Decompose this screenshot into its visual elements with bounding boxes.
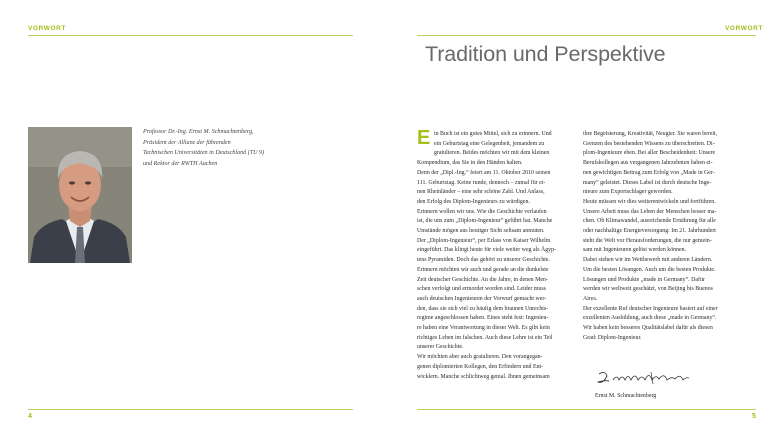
text-line: Wir haben kein besseres Qualitätslabel dafür als diesen [583, 325, 713, 332]
text-line: Erinnern möchten wir auch und gerade an die dunkelste [417, 266, 549, 273]
drop-cap: E [417, 127, 431, 149]
text-line: 111. Geburtstag. Keine runde, dennoch – zumal für ei- [417, 179, 546, 186]
text-line: den Erfolg des Diplom-Ingenieurs zu würdigen. [417, 198, 530, 205]
header-rule [28, 35, 353, 36]
page-number: 5 [752, 413, 756, 420]
text-line: Aires. [583, 295, 598, 302]
text-line: eingeführt. Das klingt heute für viele weiter weg als Ägyp- [417, 247, 557, 254]
text-line: Wir möchten aber auch gratulieren. Den vorangegan- [417, 354, 543, 361]
photo-caption [143, 127, 323, 170]
text-line: nen gewichtigen Beitrag zum Erfolg von „Made in Ger- [583, 169, 715, 176]
page-title: Tradition und Perspektive [425, 42, 666, 66]
text-line: Berufskollegen aus vergangenen Jahrzehnten haben ei- [583, 160, 713, 167]
caption-line: und Rektor der RWTH Aachen [143, 161, 218, 168]
text-line: Lösungen und Produkte „made in Germany“. Dafür [583, 276, 705, 283]
caption-line: Präsident der Allianz der führenden [143, 139, 231, 146]
text-line: Der „Diplom-Ingenieur“, per Erlass von Kaiser Wilhelm [417, 237, 551, 244]
footer-rule [28, 409, 353, 410]
text-line: ist, die uns zum „Diplom-Ingenieur“ geführt hat. Manche [417, 218, 553, 225]
text-line: chen. Ob Klimawandel, ausreichende Ernährung für alle [583, 218, 716, 225]
text-line: Unsere Arbeit muss das Leben der Menschen besser ma- [583, 208, 717, 215]
text-line: Kompendium, das Sie in den Händen halten. [417, 160, 523, 167]
text-line: Um die besten Lösungen. Auch um die besten Produkte. [583, 266, 716, 273]
text-line: nen Rheinländer – eine sehr schöne Zahl. Und Anlass, [417, 189, 545, 196]
text-line: many“ geleistet. Dieses Label ist durch deutsche Inge- [583, 179, 712, 186]
text-line: genen diplomierten Kollegen, den Erfindern und Ent- [417, 363, 544, 370]
text-column-1 [417, 127, 588, 382]
text-line: in Buch ist ein gutes Mittel, sich zu erinnern. Und [434, 131, 552, 137]
page-number: 4 [28, 413, 32, 420]
text-line: Grad: Diplom-Ingenieur. [583, 334, 642, 341]
text-line: regime angeschlossen haben. Eines steht fest: Ingenieu- [417, 315, 549, 322]
text-line: oder nachhaltige Energieversorgung: Im 21. Jahrhundert [583, 228, 716, 235]
text-line: Umstände mögen aus heutiger Sicht seltsam anmuten. [417, 228, 545, 235]
text-line: schen verfolgt und ermordet worden sind. Leider muss [417, 286, 546, 293]
text-line: Heute müssen wir dies weiterentwickeln und fortführen. [583, 198, 716, 205]
caption-line: Professor Dr.-Ing. Ernst M. Schmachtenberg, [143, 129, 254, 135]
handwritten-signature [595, 368, 691, 390]
text-line: Denn der „Dipl.-Ing.“ feiert am 11. Oktober 2010 seinen [417, 169, 551, 176]
signer-name: Ernst M. Schmachtenberg [595, 393, 657, 399]
footer-rule [417, 409, 756, 410]
text-line: gratulieren. Beides möchten wir mit dem kleinen [434, 150, 550, 157]
text-line: ihre Begeisterung, Kreativität, Neugier. Sie waren bereit, [583, 131, 718, 137]
text-line: ein Geburtstag eine Gelegenheit, jemandem zu [434, 140, 545, 147]
text-line: den, dass sie sich viel zu häufig dem braunen Unrechts- [417, 305, 549, 312]
text-line: richtiges Leben im falschen. Auch diese Lehre ist ein Teil [417, 334, 553, 341]
text-line: auch deutschen Ingenieuren der Vorwurf gemacht wer- [417, 295, 547, 302]
text-line: unserer Geschichte. [417, 344, 464, 351]
text-line: Grenzen des bestehenden Wissens zu überschreiten. Di- [583, 140, 715, 147]
section-label: VORWORT [725, 25, 764, 32]
text-line: exzellenten Ausbildung, auch diese „made in Germany“. [583, 315, 717, 322]
text-line: tens Pyramiden. Doch das gehört zu unserer Geschichte. [417, 257, 550, 264]
text-line: wicklern. Manche schlichtweg genial. Ihnen gemeinsam [417, 373, 550, 380]
text-line: nieure zum Exportschlager geworden. [583, 189, 673, 196]
text-line: Erinnern wollen wir uns. Wie die Geschichte verlaufen [417, 208, 547, 215]
text-line: re haben eine Verantwortung in dieser Welt. Es gibt kein [417, 325, 550, 332]
section-label: VORWORT [28, 25, 67, 32]
text-line: steht die Welt vor Herausforderungen, die nur gemein- [583, 237, 712, 244]
portrait-photo [28, 127, 132, 263]
text-line: Der exzellente Ruf deutscher Ingenieure basiert auf einer [583, 305, 718, 312]
text-line: Dabei stehen wir im Wettbewerb mit anderen Ländern. [583, 257, 713, 264]
text-line: Zeit deutscher Geschichte. An die Jahre, in denen Men- [417, 276, 548, 283]
text-column-2 [583, 130, 759, 343]
text-line: plom-Ingenieure eben. Bei aller Bescheidenheit: Unsere [583, 150, 716, 157]
header-rule [417, 35, 756, 36]
caption-line: Technischen Universitäten in Deutschland (TU 9) [143, 150, 265, 157]
text-line: werden wir weltweit geschätzt, von Beijing bis Buenos [583, 286, 713, 293]
text-line: sam mit Ingenieuren gelöst werden können. [583, 247, 687, 254]
